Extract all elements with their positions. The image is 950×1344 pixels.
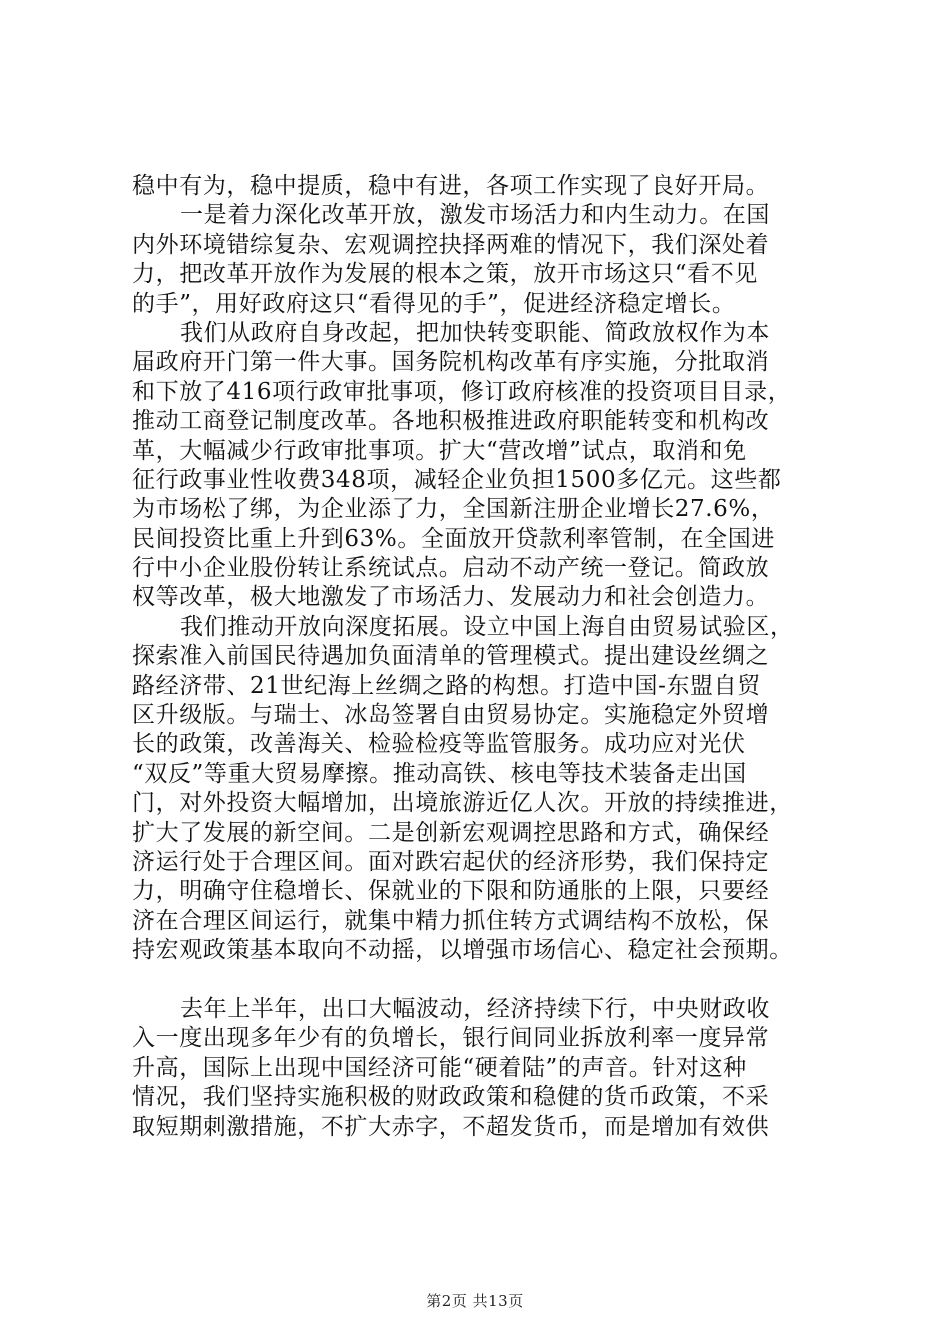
text-line: 我们推动开放向深度拓展。设立中国上海自由贸易试验区，	[180, 613, 794, 640]
document-body	[132, 172, 822, 1142]
text-line: 届政府开门第一件大事。国务院机构改革有序实施，分批取消	[132, 349, 770, 376]
text-line: 权等改革，极大地激发了市场活力、发展动力和社会创造力。	[132, 584, 770, 611]
text-line: 情况，我们坚持实施积极的财政政策和稳健的货币政策，不采	[132, 1084, 770, 1111]
text-line: 扩大了发展的新空间。二是创新宏观调控思路和方式，确保经	[132, 819, 770, 846]
text-line: 推动工商登记制度改革。各地积极推进政府职能转变和机构改	[132, 408, 770, 435]
text-line: 我们从政府自身改起，把加快转变职能、简政放权作为本	[180, 319, 770, 346]
text-line: 持宏观政策基本取向不动摇，以增强市场信心、稳定社会预期。	[132, 937, 793, 964]
text-line: 路经济带、21世纪海上丝绸之路的构想。打造中国-东盟自贸	[132, 672, 761, 699]
text-line: 的手”，用好政府这只“看得见的手”，促进经济稳定增长。	[132, 290, 736, 317]
text-line: 取短期刺激措施，不扩大赤字，不超发货币，而是增加有效供	[132, 1113, 770, 1140]
paragraph	[132, 201, 822, 319]
text-line: 征行政事业性收费348项，减轻企业负担1500多亿元。这些都	[132, 466, 782, 493]
paragraph	[132, 172, 822, 201]
text-line: 去年上半年，出口大幅波动，经济持续下行，中央财政收	[180, 995, 770, 1022]
paragraph-gap	[132, 966, 822, 995]
text-line: 稳中有为，稳中提质，稳中有进，各项工作实现了良好开局。	[132, 173, 770, 199]
paragraph	[132, 319, 822, 613]
text-line: 探索准入前国民待遇加负面清单的管理模式。提出建设丝绸之	[132, 643, 770, 670]
text-line: 为市场松了绑，为企业添了力，全国新注册企业增长27.6%，	[132, 496, 775, 523]
text-line: 区升级版。与瑞士、冰岛签署自由贸易协定。实施稳定外贸增	[132, 702, 770, 729]
text-line: 长的政策，改善海关、检验检疫等监管服务。成功应对光伏	[132, 731, 746, 758]
text-line: 济在合理区间运行，就集中精力抓住转方式调结构不放松，保	[132, 907, 770, 934]
text-line: 门，对外投资大幅增加，出境旅游近亿人次。开放的持续推进，	[132, 790, 793, 817]
paragraph	[132, 995, 822, 1142]
text-line: 力，明确守住稳增长、保就业的下限和防通胀的上限，只要经	[132, 878, 770, 905]
text-line: 升高，国际上出现中国经济可能“硬着陆”的声音。针对这种	[132, 1054, 747, 1081]
text-line: 和下放了416项行政审批事项，修订政府核准的投资项目目录，	[132, 378, 792, 405]
text-line: 力，把改革开放作为发展的根本之策，放开市场这只“看不见	[132, 261, 758, 288]
text-line: 内外环境错综复杂、宏观调控抉择两难的情况下，我们深处着	[132, 231, 770, 258]
page-footer: 第2页 共13页	[426, 1292, 524, 1310]
text-line: “双反”等重大贸易摩擦。推动高铁、核电等技术装备走出国	[132, 760, 747, 787]
text-line: 济运行处于合理区间。面对跌宕起伏的经济形势，我们保持定	[132, 848, 770, 875]
text-line: 革，大幅减少行政审批事项。扩大“营改增”试点，取消和免	[132, 437, 747, 464]
text-line: 行中小企业股份转让系统试点。启动不动产统一登记。简政放	[132, 555, 770, 582]
text-line: 一是着力深化改革开放，激发市场活力和内生动力。在国	[180, 202, 770, 229]
paragraph	[132, 613, 822, 966]
text-line: 入一度出现多年少有的负增长，银行间同业拆放利率一度异常	[132, 1025, 770, 1052]
text-line: 民间投资比重上升到63%。全面放开贷款利率管制，在全国进	[132, 525, 775, 552]
